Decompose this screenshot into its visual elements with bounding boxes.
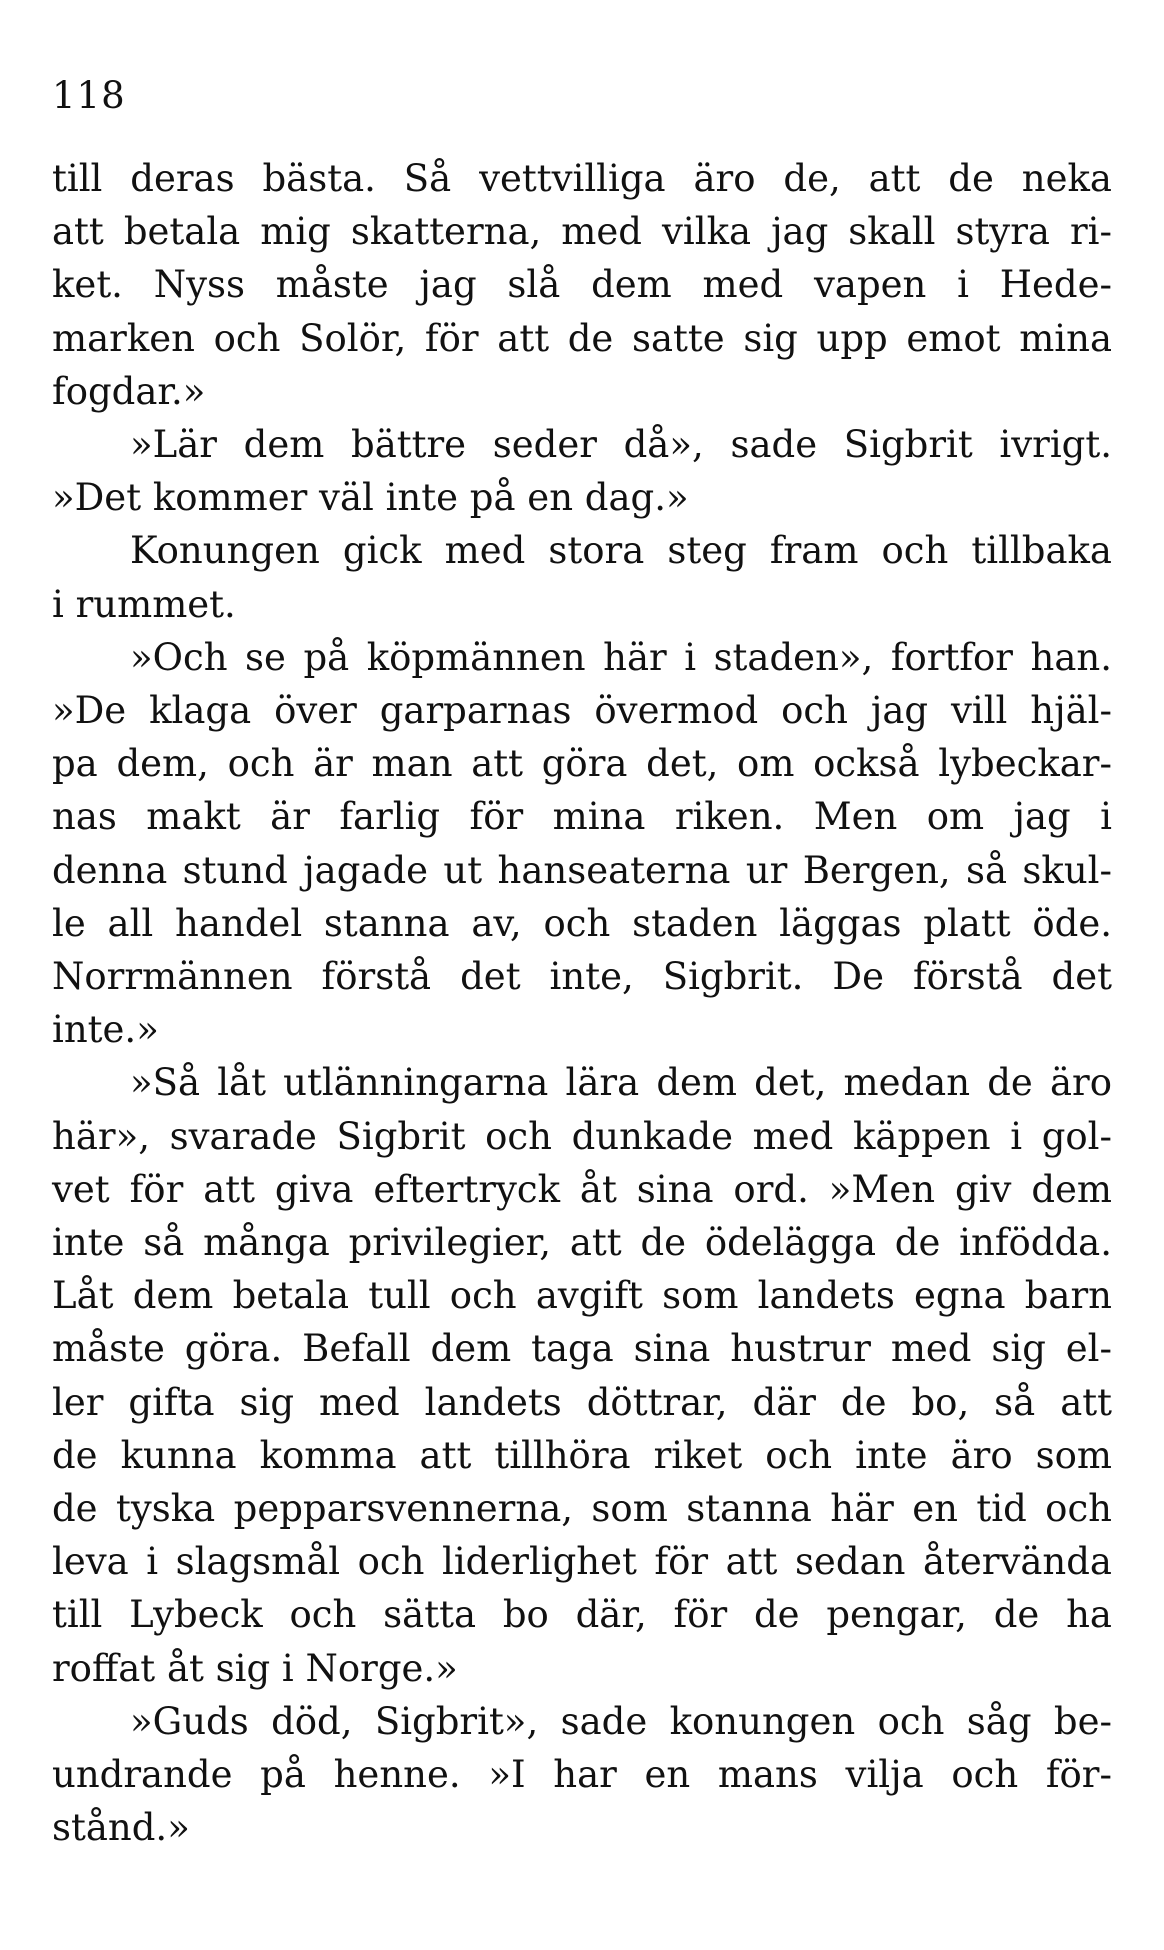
text-line: inte.» bbox=[52, 1008, 159, 1052]
text-line: att betala mig skatterna, med vilka jag skall styra ri- bbox=[52, 210, 1112, 254]
text-line: till Lybeck och sätta bo där, för de pengar, de ha bbox=[52, 1593, 1112, 1637]
text-line: Norrmännen förstå det inte, Sigbrit. De förstå det bbox=[52, 955, 1112, 999]
text-line: ler gifta sig med landets döttrar, där de bo, så att bbox=[52, 1380, 1112, 1424]
text-line: Konungen gick med stora steg fram och tillbaka bbox=[130, 529, 1112, 573]
text-line: marken och Solör, för att de satte sig upp emot mina bbox=[52, 316, 1112, 360]
text-line: roffat åt sig i Norge.» bbox=[52, 1646, 458, 1690]
text-line: »Lär dem bättre seder då», sade Sigbrit ivrigt. bbox=[130, 423, 1112, 467]
text-line: denna stund jagade ut hanseaterna ur Bergen, så skul- bbox=[52, 848, 1112, 892]
text-line: stånd.» bbox=[52, 1806, 190, 1850]
text-line: leva i slagsmål och liderlighet för att sedan återvända bbox=[52, 1540, 1112, 1584]
text-line: le all handel stanna av, och staden läggas platt öde. bbox=[52, 901, 1112, 945]
text-line: ket. Nyss måste jag slå dem med vapen i Hede- bbox=[52, 263, 1112, 307]
text-line: vet för att giva eftertryck åt sina ord. »Men giv dem bbox=[52, 1167, 1112, 1211]
text-line: undrande på henne. »I har en mans vilja och för- bbox=[52, 1753, 1112, 1797]
body-text bbox=[52, 152, 1112, 1855]
text-line: de tyska pepparsvennerna, som stanna här en tid och bbox=[52, 1487, 1112, 1531]
page-number: 118 bbox=[52, 74, 126, 117]
text-line: »Så låt utlänningarna lära dem det, medan de äro bbox=[130, 1061, 1112, 1105]
text-line: till deras bästa. Så vettvilliga äro de, att de neka bbox=[52, 157, 1112, 200]
text-line: »Guds död, Sigbrit», sade konungen och såg be- bbox=[130, 1699, 1112, 1743]
text-line: här», svarade Sigbrit och dunkade med käppen i gol- bbox=[52, 1114, 1112, 1158]
text-line: »Och se på köpmännen här i staden», fortfor han. bbox=[130, 635, 1112, 679]
text-line: i rummet. bbox=[52, 582, 236, 626]
text-line: pa dem, och är man att göra det, om också lybeckar- bbox=[52, 742, 1112, 786]
text-line: inte så många privilegier, att de ödelägga de infödda. bbox=[52, 1221, 1112, 1265]
text-line: fogdar.» bbox=[52, 369, 206, 413]
text-line: »Det kommer väl inte på en dag.» bbox=[52, 476, 689, 520]
text-line: nas makt är farlig för mina riken. Men om jag i bbox=[52, 795, 1112, 839]
text-line: måste göra. Befall dem taga sina hustrur med sig el- bbox=[52, 1327, 1112, 1371]
text-line: Låt dem betala tull och avgift som landets egna barn bbox=[52, 1274, 1112, 1318]
text-line: de kunna komma att tillhöra riket och inte äro som bbox=[52, 1433, 1112, 1477]
text-line: »De klaga över garparnas övermod och jag vill hjäl- bbox=[52, 689, 1112, 733]
